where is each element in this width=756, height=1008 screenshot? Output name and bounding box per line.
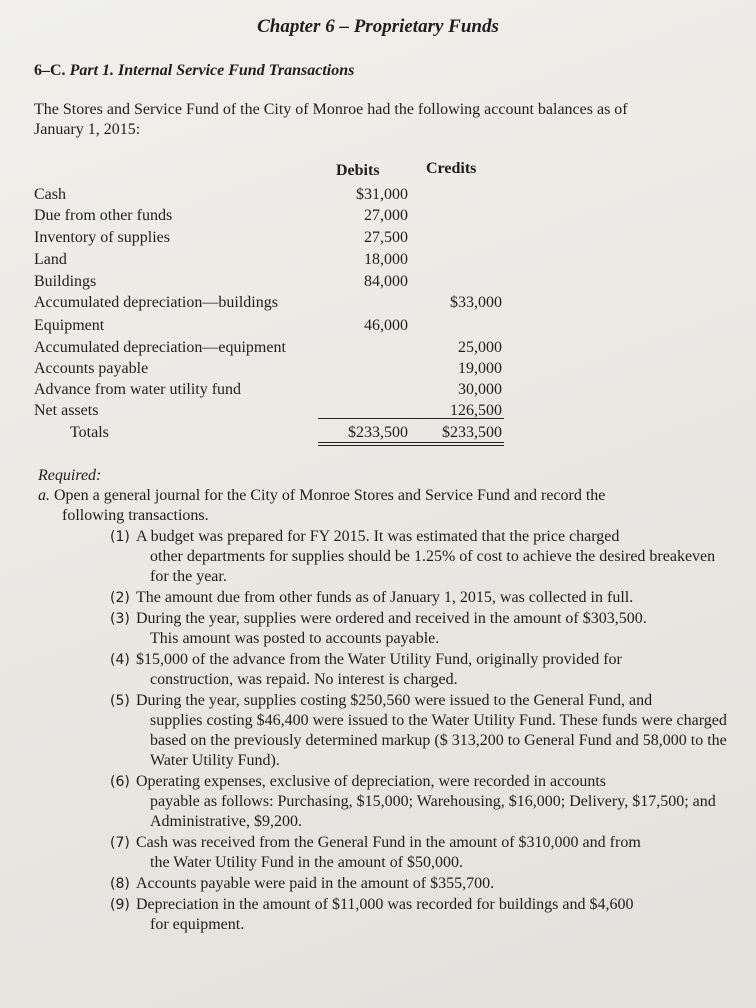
- double-rule-top: [318, 442, 504, 443]
- credits-header: Credits: [426, 160, 477, 177]
- table-row: [34, 251, 514, 272]
- transaction-item: [38, 609, 728, 649]
- double-rule-bottom: [318, 445, 504, 446]
- transaction-item: [38, 650, 728, 690]
- transaction-text-cont: the Water Utility Fund in the amount of $50,000.: [150, 854, 464, 871]
- transaction-text: During the year, supplies costing $250,560 were issued to the General Fund, and: [136, 692, 653, 709]
- transaction-item: [38, 895, 728, 935]
- transaction-number: (1): [110, 529, 130, 545]
- transaction-text-cont: construction, was repaid. No interest is charged.: [150, 671, 458, 688]
- transaction-text-cont: payable as follows: Purchasing, $15,000; Warehousing, $16,000; Delivery, $17,500; and Administrative, $9,200.: [150, 793, 716, 830]
- account-label: Accounts payable: [34, 360, 149, 377]
- transaction-item: [38, 691, 728, 771]
- transaction-text: The amount due from other funds as of January 1, 2015, was collected in full.: [136, 589, 634, 606]
- account-label: Accumulated depreciation—equipment: [34, 339, 286, 356]
- intro-line-2: January 1, 2015:: [34, 121, 141, 138]
- debit-value: 84,000: [364, 273, 408, 290]
- debit-value: 27,500: [364, 229, 408, 246]
- table-row: [34, 402, 514, 423]
- account-label: Advance from water utility fund: [34, 381, 242, 398]
- transaction-text: Accounts payable were paid in the amount of $355,700.: [136, 875, 495, 892]
- account-label: Land: [34, 251, 67, 268]
- transaction-item: [38, 874, 728, 894]
- transaction-text-cont: for equipment.: [150, 916, 245, 933]
- account-label: Due from other funds: [34, 207, 173, 224]
- table-row: [34, 381, 514, 402]
- intro-line-1: The Stores and Service Fund of the City of Monroe had the following account balances as of: [34, 101, 628, 118]
- total-debits: $233,500: [348, 424, 408, 441]
- transaction-number: (8): [110, 876, 130, 892]
- account-label: Buildings: [34, 273, 97, 290]
- debit-value: $31,000: [356, 186, 408, 203]
- table-row: [34, 317, 514, 338]
- table-row: [34, 207, 514, 228]
- requirement-letter: a.: [38, 487, 50, 504]
- credit-value: 19,000: [458, 360, 502, 377]
- subtotal-rule: [318, 418, 504, 419]
- problem-part-title: Part 1. Internal Service Fund Transactions: [69, 62, 355, 79]
- total-credits: $233,500: [442, 424, 502, 441]
- credit-value: 126,500: [450, 402, 502, 419]
- account-label: Accumulated depreciation—buildings: [34, 294, 278, 311]
- table-row: [34, 273, 514, 294]
- account-label: Equipment: [34, 317, 105, 334]
- transaction-text-cont: This amount was posted to accounts payable.: [150, 630, 440, 647]
- transaction-text-cont: other departments for supplies should be 1.25% of cost to achieve the desired breakeven for the year.: [150, 548, 716, 585]
- problem-heading: [34, 62, 354, 80]
- required-section: [38, 466, 728, 935]
- transaction-text: During the year, supplies were ordered and received in the amount of $303,500.: [136, 610, 647, 627]
- table-row: [34, 229, 514, 250]
- debit-value: 18,000: [364, 251, 408, 268]
- transaction-item: [38, 772, 728, 832]
- transaction-text: A budget was prepared for FY 2015. It was estimated that the price charged: [136, 528, 620, 545]
- transaction-text: $15,000 of the advance from the Water Utility Fund, originally provided for: [136, 651, 622, 668]
- problem-number: 6–C.: [34, 62, 66, 79]
- required-heading: Required:: [38, 467, 102, 484]
- table-row: [34, 294, 514, 315]
- account-label: Net assets: [34, 402, 99, 419]
- transaction-number: (4): [110, 652, 130, 668]
- transaction-number: (2): [110, 590, 130, 606]
- intro-paragraph: [34, 100, 714, 140]
- table-row: [34, 360, 514, 381]
- credit-value: 30,000: [458, 381, 502, 398]
- transaction-number: (7): [110, 835, 130, 851]
- transaction-item: [38, 588, 728, 608]
- transaction-text: Depreciation in the amount of $11,000 was recorded for buildings and $4,600: [136, 896, 634, 913]
- credit-value: $33,000: [450, 294, 502, 311]
- account-label: Inventory of supplies: [34, 229, 170, 246]
- chapter-title: Chapter 6 – Proprietary Funds: [257, 16, 499, 37]
- requirement-a-line-2: following transactions.: [62, 507, 209, 524]
- account-label: Cash: [34, 186, 66, 203]
- transaction-item: [38, 833, 728, 873]
- requirement-a-line-1: Open a general journal for the City of Monroe Stores and Service Fund and record the: [54, 487, 606, 504]
- debit-value: 46,000: [364, 317, 408, 334]
- transaction-number: (6): [110, 774, 130, 790]
- transaction-number: (3): [110, 611, 130, 627]
- totals-label: Totals: [70, 424, 109, 441]
- transaction-number: (5): [110, 693, 130, 709]
- debit-value: 27,000: [364, 207, 408, 224]
- transaction-text: Operating expenses, exclusive of depreciation, were recorded in accounts: [136, 773, 607, 790]
- debits-header: Debits: [336, 162, 380, 179]
- transaction-text-cont: supplies costing $46,400 were issued to the Water Utility Fund. These funds were charged based on the previously determined markup ($ 313,200 to General Fund and 58,000 to the Water Utility Fund).: [150, 712, 727, 769]
- transaction-text: Cash was received from the General Fund in the amount of $310,000 and from: [136, 834, 641, 851]
- credit-value: 25,000: [458, 339, 502, 356]
- transaction-item: [38, 527, 728, 587]
- table-row: [34, 186, 514, 207]
- table-row: [34, 339, 514, 360]
- requirement-a: [38, 486, 728, 526]
- transaction-number: (9): [110, 897, 130, 913]
